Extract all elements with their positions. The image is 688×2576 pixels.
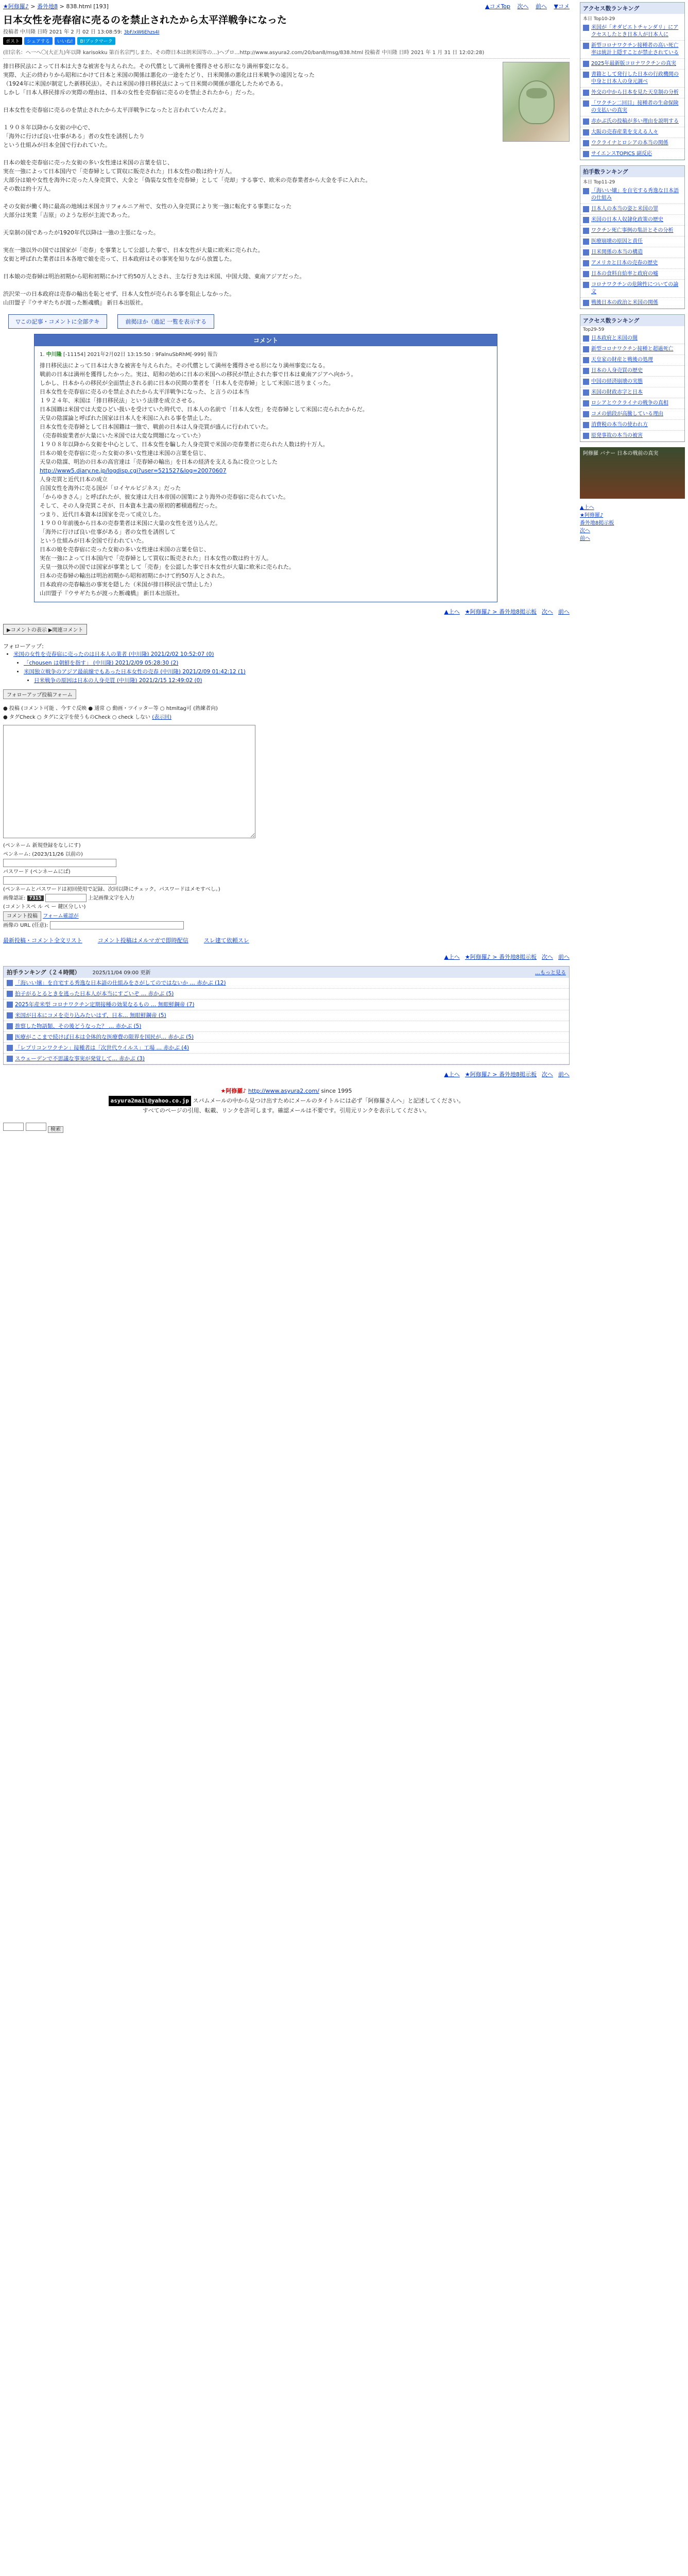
paragraph: 大部分は娘や女性を海外に売った人身売買で、大金と「偽装な女性を売春婦」として「売却」する事で、欧米の売春業者から大金を手に入れた。 <box>3 177 371 183</box>
post-button[interactable]: ポスト <box>3 37 22 45</box>
side-ranking-item[interactable] <box>580 344 684 355</box>
side-ranking-item[interactable] <box>580 366 684 377</box>
side-ranking-item[interactable] <box>580 355 684 366</box>
nav-row-2 <box>3 953 570 961</box>
paragraph: 天皇制の国であったが1920年代以降は一強の主張になった。 <box>3 229 159 236</box>
crumb-sep: > <box>58 3 66 10</box>
cmt-link[interactable]: ▼コメ <box>554 3 570 10</box>
side-ranking-link[interactable]: 日本政府と米国の闇 <box>591 335 638 341</box>
side-ranking-link[interactable]: 天皇家の財産と戦後の処理 <box>591 357 653 363</box>
side-ranking-item[interactable] <box>580 387 684 398</box>
paragraph: 「からゆきさん」と呼ばれたが、彼女達は大日本帝国の国策により海外の売春宿に売られていた。 <box>40 494 289 500</box>
home-link[interactable]: ★阿修羅♪ <box>3 3 29 10</box>
rank-icon <box>583 433 589 439</box>
clap-ranking-link[interactable]: 医療がここまで続けば日本は全体的な医療費の限界を国民が… 赤かぶ (5) <box>15 1034 194 1040</box>
paragraph: 日本政府の売春輸出の事実を隠した（米国が排日移民法で禁止した） <box>40 581 215 588</box>
clap-ranking-side-title: 拍手数ランキング <box>580 166 684 177</box>
followup-item <box>34 676 570 685</box>
access-ranking-list-2 <box>580 333 684 442</box>
side-ranking-link[interactable]: 消費税の本当の使われ方 <box>591 422 648 428</box>
side-ranking-link[interactable]: 新型コロナワクチン接種と超過死亡 <box>591 346 674 352</box>
paragraph: １９０８年以降から女衒を中心として、日本女性を騙した人身売買で米国の売春業者に売られた人数は約十万人。 <box>40 441 329 448</box>
paragraph: 日本国籍は米国では大変ひどい扱いを受けていた時代で、日本人の名前で「日本人女性」を売春婦として米国に売られたからだ。 <box>40 406 368 413</box>
paragraph: （売春斡旋業者が大量にいた米国では大変な問題になっていた） <box>40 432 204 439</box>
paragraph: １９２４年、米国は「排日移民法」という法律を成立させる。 <box>40 397 198 404</box>
paragraph-gap <box>3 219 497 228</box>
clap-ranking-link[interactable]: 推察した物語類、その後どうなった？ … 赤かぶ (5) <box>15 1023 142 1029</box>
access-ranking-sub-2: Top29-59 <box>583 327 605 332</box>
rank-icon <box>583 346 589 352</box>
side-ranking-link[interactable]: ウクライナとロシアの本当の関係 <box>591 140 668 146</box>
side-ranking-item[interactable] <box>580 70 684 88</box>
all-comments-button[interactable]: ▽この記事・コメントに全部テキ <box>8 314 107 329</box>
side-ranking-link[interactable]: 赤かぶ氏の投稿が多い理由を説明する <box>591 118 679 124</box>
captcha-help: 上記画像文字を入力 <box>88 895 135 901</box>
search-button[interactable]: 検索 <box>48 1126 63 1133</box>
like-button[interactable]: いいね! <box>55 37 76 45</box>
rank-icon <box>7 1023 13 1029</box>
paragraph: しかし、日本からの移民が全面禁止される前に日本の民間の業者を「日本人を売春婦」として米国に送りまくった。 <box>40 380 334 386</box>
paragraph: その数は約十万人。 <box>3 185 54 192</box>
paragraph: １９０８年以降から女衒の中心で、 <box>3 124 94 131</box>
search-input-2[interactable] <box>26 1123 46 1131</box>
followup-item <box>13 650 570 659</box>
side-ranking-item[interactable] <box>580 186 684 204</box>
rank-icon <box>583 260 589 266</box>
next-link[interactable]: 次へ <box>542 954 553 960</box>
crumb-sep: > <box>28 3 38 10</box>
paragraph: 日本の娘を売春宿に売った女衒の多い女性達は米国の言葉を信じ、 <box>40 450 210 456</box>
clap-ranking-link[interactable]: 拍子がるとるときを逃った日本人が本当にすごいぞ … 赤かぶ (5) <box>15 991 174 997</box>
side-ranking-link[interactable]: ロシアとウクライナの戦争の真相 <box>591 400 668 406</box>
paragraph: 大部分は実業「吉原」のような形が主流であった。 <box>3 212 133 218</box>
side-top-link[interactable]: ▲上へ <box>580 505 594 511</box>
side-ranking-item[interactable] <box>580 116 684 127</box>
side-ranking-item[interactable] <box>580 409 684 420</box>
captcha-label: 画像認証: <box>3 895 26 901</box>
clap-ranking-link[interactable]: スウェーデンで不思議な事実が発覚して… 赤かぶ (3) <box>15 1056 145 1062</box>
paragraph: （1924年に米国が制定した新移民法）。それは米国の排日移民法によって日米間の関係が悪化したためである。 <box>3 80 287 87</box>
tag-check-options[interactable]: ● タグCheck ○ タグに文字を使うものCheck ○ check しない <box>3 715 151 720</box>
clap-ranking-item[interactable] <box>4 1032 569 1043</box>
rank-icon <box>583 188 589 194</box>
sidebar <box>580 2 685 543</box>
comment-body <box>40 361 492 598</box>
access-ranking-box <box>580 2 685 160</box>
paragraph: そして、その人身売買こそが、日本資本主義の原初的蓄積過程だった。 <box>40 502 221 509</box>
rank-icon <box>583 100 589 107</box>
prev-link[interactable]: 前へ <box>558 954 570 960</box>
pass-label: パスワード (ペンネームにぱ) <box>3 869 71 875</box>
cmt-top-link[interactable]: ▲コメTop <box>485 3 511 10</box>
clap-ranking-header <box>4 967 569 978</box>
side-ranking-link[interactable]: アメリカと日本の売春の歴史 <box>591 260 658 266</box>
paragraph: その女衒が働く時に最高の地域は米国カリフォルニア州で、女性の入身売買により実一強に転化する事業になった <box>3 203 292 210</box>
post-mode-options[interactable]: ● 投稿 (コメント可能 、今すぐ反映 ● 通常 ○ 動画・ツイッター等 ○ htmltag可 (熟練者向) <box>3 706 218 711</box>
rank-icon <box>583 249 589 256</box>
paragraph: という仕組みが日本全国で行われていた。 <box>3 142 111 148</box>
next-link[interactable]: 次へ <box>517 3 529 10</box>
rank-icon <box>583 151 589 157</box>
paragraph: 人身売買と近代日本の成立 <box>40 476 108 483</box>
rank-icon <box>7 1056 13 1062</box>
side-ranking-link[interactable]: 新型コロナワクチン接種者の高い死亡率は統計上隠すことが禁止されている <box>591 43 679 56</box>
paragraph: 渋沢栄一の日本政府は売春の輸出を恥とせず、日本人女性が売られる事を阻止しなかった。 <box>3 291 235 297</box>
paragraph: 山田盟子『ウサギたちが渡った断魂橋』 新日本出版社。 <box>3 299 147 306</box>
thread-request-link[interactable]: スレ建て依頼スレ <box>203 937 249 944</box>
side-ranking-link[interactable]: 日米関係の本当の構造 <box>591 249 643 255</box>
rank-icon <box>583 282 589 288</box>
clap-ranking-side-sub: 本日 Top11-29 <box>583 180 615 185</box>
paragraph[interactable]: http://www5.diary.ne.jp/logdisp.cgi?user=521527&log=20070607 <box>40 467 227 474</box>
rank-icon <box>583 129 589 135</box>
share-buttons <box>3 37 570 45</box>
author-id[interactable]: 3bF/xW6Ehzs4I <box>124 30 160 35</box>
pen-register-label: (ペンネーム 新規登録をなしにす) <box>3 843 81 849</box>
paragraph-gap <box>3 281 497 290</box>
tag-help-link[interactable]: (表示回) <box>152 715 172 720</box>
clap-ranking-box <box>3 966 570 1065</box>
pen-note: (ペンネームとパスワードは初回使用で記録、次回以降にチェック。パスワードはメモすべし。) <box>3 887 220 892</box>
footer-site-name: ★阿修羅♪ <box>220 1088 247 1094</box>
followup-link[interactable]: 米国の女性を売春宿に売ったのは日本人の業者 (中川隆) 2021/2/02 10:52:07 (0) <box>13 651 214 657</box>
side-ranking-link[interactable]: 日本人の本当の姿と米国の罪 <box>591 206 658 212</box>
rank-icon <box>583 300 589 306</box>
clap-ranking-link[interactable]: 「海いい嬢」を自宅する秀逸な日本語の仕組みをさがしてのではないか … 赤かぶ (12) <box>15 980 226 986</box>
side-ranking-link[interactable]: ワクチン死亡事例の集計とその分析 <box>591 228 674 233</box>
side-ranking-link[interactable]: 米国が「オダビエトチャンダリ」にアクセスしたとき日本人が日本人に <box>591 25 679 38</box>
side-ranking-link[interactable]: 医療崩壊の原因と責任 <box>591 239 643 244</box>
followup-link[interactable]: 「chousen は朝鮮を指す」 (中川隆) 2021/2/09 05:28:30 (2) <box>24 660 179 666</box>
msg-index: [193] <box>93 3 109 10</box>
share-button[interactable]: シェアする <box>24 37 53 45</box>
paragraph-gap <box>3 149 497 158</box>
meta-text: 投稿者 中川隆 日時 2021 年 2 月 02 日 13:08:59: <box>3 29 123 35</box>
side-ranking-link[interactable]: 大阪の売春産業を支える人々 <box>591 129 658 135</box>
preview-link[interactable]: フォーム確認が <box>43 913 79 919</box>
side-ranking-link[interactable]: コロナワクチンの危険性についての論文 <box>591 282 679 295</box>
top-link[interactable]: ▲上へ <box>444 1071 460 1078</box>
side-ranking-link[interactable]: 日本の食料自給率と政府の嘘 <box>591 271 658 277</box>
paragraph: 日本娘の売春婦は明治初期から昭和初期にかけて約50万人とされ、主な行き先は米国、中国大陸、東南アジアだった。 <box>3 273 305 280</box>
rank-icon <box>7 980 13 986</box>
top-link[interactable]: ▲上へ <box>444 608 460 615</box>
article-meta <box>3 27 570 35</box>
access-ranking-sub: 本日 Top10-29 <box>583 16 615 22</box>
article-paragraphs <box>3 62 497 307</box>
side-ranking-item[interactable] <box>580 420 684 431</box>
side-home-link[interactable]: ★阿修羅♪ <box>580 513 604 518</box>
clap-ranking-title: 拍手ランキング（２４時間） <box>7 969 80 976</box>
image-url-label: 画像の URL (任意): <box>3 923 48 928</box>
board-nav-link[interactable]: ★阿修羅♪ > 番外地8掲示板 <box>465 954 537 960</box>
side-ranking-item[interactable] <box>580 377 684 387</box>
clap-ranking-link[interactable]: 「レプリコンワクチン」接種者は「次世代ウイルス」工場 … 赤かぶ (4) <box>15 1045 190 1051</box>
side-ranking-item[interactable] <box>580 333 684 344</box>
paragraph: 実在一強以外の国では国家が「売春」を事業として公認した事で、日本女性が大量に欧米に売られた。 <box>3 247 264 253</box>
prev-link[interactable]: 前へ <box>536 3 547 10</box>
clap-ranking-item[interactable] <box>4 1021 569 1032</box>
side-ranking-item[interactable] <box>580 298 684 309</box>
rank-icon <box>583 206 589 212</box>
side-ranking-item[interactable] <box>580 280 684 298</box>
side-ranking-item[interactable] <box>580 236 684 247</box>
side-prev-link[interactable]: 前へ <box>580 536 590 541</box>
rank-icon <box>583 368 589 374</box>
rank-icon <box>583 379 589 385</box>
rank-icon <box>583 335 589 342</box>
submit-button[interactable]: コメント投稿 <box>3 911 41 921</box>
captcha-input[interactable] <box>45 894 87 902</box>
clap-ranking-list <box>4 978 569 1064</box>
paragraph: 日本女性を売春婦として日本国籍は一強で、戦前の日本は人身売買が盛んに行われていた。 <box>40 423 272 430</box>
next-link[interactable]: 次へ <box>542 608 553 615</box>
comment-form <box>3 704 570 930</box>
pass-input[interactable] <box>3 876 116 885</box>
paragraph: 天皇の陰謀、明治の日本の高官達は「売春婦の輸出」を日本の経済を支える為に役立つとした <box>40 459 278 465</box>
footer-since: since 1995 <box>321 1088 352 1094</box>
article-body <box>3 62 570 307</box>
side-ranking-link[interactable]: 外交の中から日本を見た天皇制の分析 <box>591 90 679 95</box>
paragraph: という仕組みが日本全国で行われていた。 <box>40 537 147 544</box>
board-link[interactable]: 番外地8 <box>37 3 58 10</box>
followup-list-button[interactable]: 前掲ほか（過記 一覧を表示する <box>117 314 214 329</box>
footer <box>3 1087 570 1134</box>
side-ranking-item[interactable] <box>580 269 684 280</box>
rank-icon <box>583 90 589 96</box>
side-ranking-link[interactable]: 米国の日本人奴隷化政策の歴史 <box>591 217 663 223</box>
comment-author[interactable]: 中川隆 <box>46 352 62 358</box>
side-ranking-item[interactable] <box>580 431 684 442</box>
nav-row-3 <box>3 1070 570 1078</box>
paragraph: 実在一強によって日本国内で「売春婦として買収に販売された」日本女性の数は約十万人。 <box>3 168 235 175</box>
main-column <box>3 2 570 1134</box>
pen-input[interactable] <box>3 859 116 867</box>
clap-ranking-item[interactable] <box>4 1010 569 1021</box>
side-ranking-item[interactable] <box>580 149 684 160</box>
paragraph: 日本の娘を売春宿に売った女衒の多い女性達は米国の言葉を信じ、 <box>3 159 173 166</box>
paragraph: 山田盟子『ウサギたちが渡った断魂橋』 新日本出版社。 <box>40 590 183 597</box>
side-ranking-item[interactable] <box>580 138 684 149</box>
bookmark-button[interactable]: B!ブックマーク <box>77 37 115 45</box>
paragraph: つまり、近代日本資本は国家を売って成立した。 <box>40 511 164 518</box>
comment-meta: [-11154] 2021年2月02日 13:15:50 : 9FalnuSbRhM[-999] 報告 <box>63 352 218 358</box>
followup-label: フォローアップ: <box>3 643 44 650</box>
rank-icon <box>583 25 589 31</box>
latest-posts-link[interactable]: 最新投稿・コメント全文リスト <box>3 937 82 944</box>
paragraph: 排日移民法によって日本は大きな被害を与えられた。その代償として満州を獲得させる形になり満州事変になる。 <box>40 362 329 369</box>
rank-icon <box>583 239 589 245</box>
side-ranking-link[interactable]: 原発事故の本当の被害 <box>591 433 643 438</box>
paragraph: 天皇一強以外の国では国家が事業として「売春」を公認した事で日本女性が大量に欧米に売られた。 <box>40 564 295 570</box>
comment-textarea[interactable] <box>3 725 255 838</box>
rank-icon <box>7 1012 13 1019</box>
side-ranking-link[interactable]: 中国の経済崩壊の実態 <box>591 379 643 384</box>
rank-icon <box>583 357 589 363</box>
breadcrumb <box>3 2 570 10</box>
followup-section <box>3 642 570 699</box>
rank-icon <box>583 140 589 146</box>
comment-box-title: コメント <box>35 334 497 346</box>
captcha-notice: (コメントスペ ル ペ ー 鍵区分しい) <box>3 904 86 910</box>
paragraph: １９００年前後から日本の売春業者は米国に大量の女性を送り込んだ。 <box>40 520 221 527</box>
side-ranking-item[interactable] <box>580 258 684 269</box>
clap-ranking-item[interactable] <box>4 989 569 999</box>
rank-icon <box>583 389 589 396</box>
paragraph: 戦前の日本は満州を獲得したかった。実は、昭和の始めに日本の米国への移民が禁止された事で日本は東南アジアへ向かう。 <box>40 371 357 378</box>
side-ranking-link[interactable]: 「海いい嬢」を自宅する秀逸な日本語の仕組み <box>591 188 679 201</box>
side-ranking-link[interactable]: 戦後日本の政治と米国の関係 <box>591 300 658 306</box>
search-input[interactable] <box>3 1123 24 1131</box>
article-title: 日本女性を売春宿に売るのを禁止されたから太平洋戦争になった <box>3 14 287 26</box>
access-ranking-title-2: アクセス数ランキング <box>580 315 684 326</box>
image-url-input[interactable] <box>50 921 184 929</box>
paragraph: 「海外に行けば良い仕事がある」者の女性を誘拐して <box>40 529 176 535</box>
paragraph: 天皇の陰謀論と呼ばれた国家は日本人を米国に入れる事を禁止した。 <box>40 415 215 421</box>
comment-box <box>34 334 497 602</box>
side-ranking-link[interactable]: コメの値段が高騰している理由 <box>591 411 663 417</box>
rank-icon <box>7 1002 13 1008</box>
side-ranking-link[interactable]: サイエンスTOPICS 副反応 <box>591 151 652 157</box>
side-board-link[interactable]: 番外地8掲示板 <box>580 520 614 526</box>
side-ranking-link[interactable]: 「ワクチン二回目」接種者の生命保険の支払いの真実 <box>591 100 679 113</box>
side-ranking-item[interactable] <box>580 59 684 70</box>
comment-header <box>40 350 492 359</box>
access-ranking-list <box>580 23 684 160</box>
paragraph: 実在一強によって日本国内で「売春婦として買収に販売された」日本女性の数は約十万人。 <box>40 555 272 562</box>
access-ranking-title: アクセス数ランキング <box>580 3 684 14</box>
clap-ranking-link[interactable]: 2025年産米型 コロナワクチン定期接種の効果なるもの … 無眼鮮鋼帝 (7) <box>15 1002 195 1008</box>
comment-item <box>35 346 497 602</box>
contact-mail: asyura2mail@yahoo.co.jp <box>109 1096 191 1106</box>
side-ranking-item[interactable] <box>580 98 684 116</box>
followup-link[interactable]: 米国独立戦争のアジア最前線でもあった日本女性の売春 (中川隆) 2021/2/09 01:42:12 (1) <box>24 669 246 675</box>
board-nav-link[interactable]: ★阿修羅♪ > 番外地8掲示板 <box>465 1071 537 1078</box>
prev-link[interactable]: 前へ <box>558 608 570 615</box>
rank-icon <box>583 411 589 417</box>
paragraph-gap <box>3 263 497 272</box>
followup-item <box>24 659 570 668</box>
nav-row-1 <box>3 607 570 616</box>
clap-ranking-item[interactable] <box>4 1054 569 1064</box>
rank-icon <box>583 72 589 78</box>
paragraph: 「海外に行けば良い仕事がある」者の女性を誘拐したり <box>3 133 145 140</box>
captcha-code: 7315 <box>27 895 44 901</box>
rank-icon <box>7 1034 13 1040</box>
clap-ranking-link[interactable]: 米国が日本にコメを売り込みたいはず、日本… 無眼鮮鋼帝 (5) <box>15 1012 166 1019</box>
rank-icon <box>583 61 589 67</box>
followup-link[interactable]: 日米戦争の原因は日本の人身売買 (中川隆) 2021/2/15 12:49:02 (0) <box>34 677 202 684</box>
rank-icon <box>583 422 589 428</box>
rank-icon <box>583 271 589 277</box>
followup-item <box>24 668 570 676</box>
side-ranking-link[interactable]: 日本の人身売買の歴史 <box>591 368 643 374</box>
paragraph: 日本女性を売春宿に売るのを禁止されたから太平洋戦争になったと言われていたんだよ。 <box>3 107 230 113</box>
paragraph-gap <box>3 114 497 123</box>
comment-toggle[interactable]: ▶コメントの表示 ▶関連コメント <box>3 624 87 635</box>
side-ranking-link[interactable]: 米国の財政赤字と日本 <box>591 389 643 395</box>
clap-ranking-stamp: 2025/11/04 09:00 更新 <box>92 970 151 976</box>
paragraph-gap <box>3 237 497 246</box>
rank-icon <box>7 1045 13 1051</box>
side-links <box>580 504 685 543</box>
pen-label: ペンネーム: (2023/11/26 以前の) <box>3 852 83 857</box>
access-ranking-box-2 <box>580 314 685 442</box>
paragraph: 日本の娘を売春宿に売った女衒の多い女性達は米国の言葉を信じ、 <box>40 546 210 553</box>
side-ranking-item[interactable] <box>580 41 684 59</box>
clap-ranking-side-box <box>580 165 685 309</box>
side-ranking-item[interactable] <box>580 204 684 215</box>
side-next-link[interactable]: 次へ <box>580 528 590 534</box>
paragraph: 日本女性を売春宿に売るのを禁止されたから太平洋戦争になった、と言うのは本当 <box>40 388 249 395</box>
side-ranking-item[interactable] <box>580 215 684 226</box>
side-banner-text: 阿修羅 バナー 日本の戦前の真実 <box>583 451 659 456</box>
clap-ranking-item[interactable] <box>4 999 569 1010</box>
rank-icon <box>583 400 589 406</box>
side-ranking-item[interactable] <box>580 88 684 98</box>
top-link[interactable]: ▲上へ <box>444 954 460 960</box>
rank-icon <box>583 43 589 49</box>
paragraph: しかし「日本人移民排斥の実際の理由は、日本の女性を売春宿に売るのを禁止されたから」だった。 <box>3 89 258 96</box>
footer-site-url[interactable]: http://www.asyura2.com/ <box>248 1088 319 1094</box>
rank-icon <box>583 118 589 125</box>
board-nav-link[interactable]: ★阿修羅♪ > 番外地8掲示板 <box>465 608 537 615</box>
paragraph-gap <box>3 193 497 202</box>
followup-form-button[interactable]: フォローアップ投稿フォーム <box>3 689 76 699</box>
paragraph-gap <box>3 97 497 106</box>
clap-ranking-side-list <box>580 186 684 309</box>
side-ranking-link[interactable]: 2025年最新版コロナワクチンの真実 <box>591 61 676 66</box>
clap-ranking-item[interactable] <box>4 1043 569 1054</box>
clap-ranking-item[interactable] <box>4 978 569 989</box>
next-link[interactable]: 次へ <box>542 1071 553 1078</box>
paragraph: 排日移民法によって日本は大きな被害を与えられた。その代償として満州を獲得させる形になり満州事変になる。 <box>3 63 292 70</box>
article-thumbnail <box>503 62 570 142</box>
rank-icon <box>7 991 13 997</box>
side-ranking-item[interactable] <box>580 23 684 41</box>
paragraph: 実際、大正の終わりから昭和にかけて日本と米国の関係は悪化の一途をたどり、日米関係の悪化は日米戦争の遠因となった <box>3 72 315 78</box>
rank-icon <box>583 228 589 234</box>
source-line: (旧宗名：ヘ一ヘ〇(大正九)年以降 karisokku 第百名宗門しまた、その際日本は朗米国等の…)ヘプロ…http://www.asyura2.com/20/ban8/msg/838.html 投稿者 中川隆 日時 2021 年 1 月 31 日 12:02:28) <box>3 49 570 59</box>
rank-icon <box>583 217 589 223</box>
followup-list <box>13 650 570 685</box>
more-link[interactable]: …もっと見る <box>535 970 566 976</box>
side-ranking-item[interactable] <box>580 226 684 236</box>
side-ranking-item[interactable] <box>580 398 684 409</box>
side-banner[interactable] <box>580 447 685 499</box>
comment-number: 1. <box>40 352 45 358</box>
misc-links <box>3 936 570 944</box>
prev-link[interactable]: 前へ <box>558 1071 570 1078</box>
mailmag-link[interactable]: コメント投稿はメルマガで即時配信 <box>97 937 188 944</box>
footer-copyright: すべてのページの引用、転載、リンクを許可します。確認メールは不要です。引用元リンクを表示してください。 <box>142 1107 431 1114</box>
side-ranking-item[interactable] <box>580 127 684 138</box>
side-ranking-link[interactable]: 書籍として発行した日本の行政機関の中身と日本人の身元調べ <box>591 72 679 84</box>
mail-note: スパムメールの中から見つけ出すためにメールのタイトルには必ず「阿修羅さんへ」と記述してください。 <box>193 1097 465 1104</box>
msg-file: 838.html <box>66 3 92 10</box>
paragraph: 日本の売春婦の輸出は明治初期から昭和初期にかけて約50万人とされた。 <box>40 572 228 579</box>
paragraph: 自国女性を海外に売る国が「ロイヤルビジネス」だった <box>40 485 181 492</box>
side-ranking-item[interactable] <box>580 247 684 258</box>
comment-buttons <box>8 314 570 329</box>
paragraph: 女衒と呼ばれた業者は日本各地で娘を売って、日本政府はその事実を知りながら放置した。 <box>3 256 235 262</box>
